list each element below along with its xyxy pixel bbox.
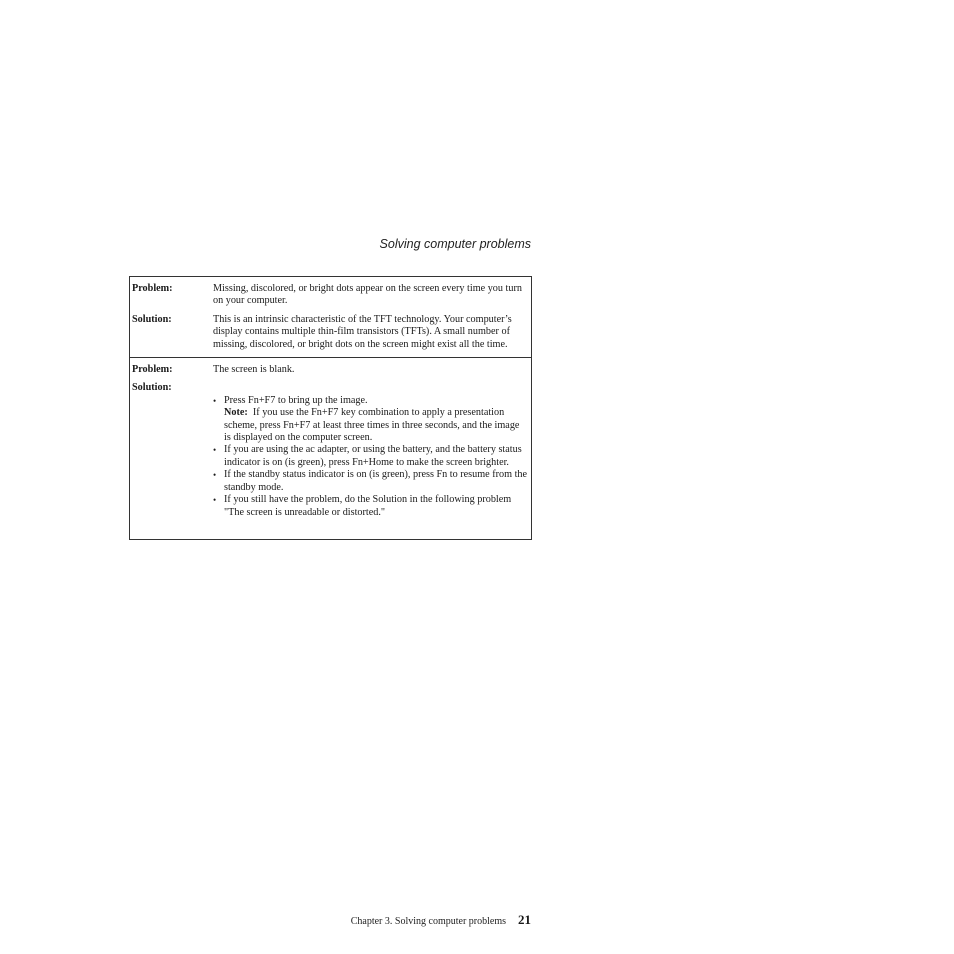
bullet-text: If you are using the ac adapter, or using the battery, and the battery status indicator is on (is green), press Fn+Home to make the screen brighter.: [224, 444, 522, 468]
solution-bullets-row: [132, 395, 527, 519]
solution-text: This is an intrinsic characteristic of the TFT technology. Your computer’s display contains multiple thin-film transistors (TFTs). A small number of missing, discolored, or bright dots on the screen might exist all the time.: [213, 313, 512, 350]
bullet-text: Press Fn+F7 to bring up the image.: [224, 394, 368, 406]
problem-text: The screen is blank.: [213, 364, 295, 376]
problem-text: Missing, discolored, or bright dots appear on the screen every time you turn on your computer.: [213, 283, 522, 307]
bullet-text: If you still have the problem, do the Solution in the following problem "The screen is unreadable or distorted.": [224, 494, 512, 518]
footer-chapter-title: Chapter 3. Solving computer problems: [350, 916, 506, 927]
solution-label-row: [132, 382, 527, 394]
list-item: [213, 444, 527, 469]
note-text: If you use the Fn+F7 key combination to apply a presentation scheme, press Fn+F7 at least three times in three seconds, and the image is displayed on the computer screen.: [224, 407, 520, 444]
running-header: Solving computer problems: [379, 237, 531, 251]
problem-row: [132, 364, 527, 376]
problem-label: Problem:: [132, 283, 173, 294]
problem-row: [132, 283, 527, 308]
solution-label: Solution:: [132, 382, 172, 394]
list-item: [213, 395, 527, 445]
problem-block-blank-screen: [130, 357, 531, 539]
solution-row: [132, 314, 527, 351]
solution-bullet-list: [213, 395, 527, 519]
page-number: 21: [518, 912, 531, 927]
list-item: [213, 494, 527, 519]
note-label: Note:: [224, 407, 248, 419]
problem-block-dots: [130, 277, 531, 357]
page-footer: [351, 912, 531, 928]
bullet-text: If the standby status indicator is on (is green), press Fn to resume from the standby mode.: [224, 469, 528, 493]
solution-label: Solution:: [132, 313, 172, 325]
list-item: [213, 469, 527, 494]
problem-label: Problem:: [132, 364, 173, 376]
problem-solution-table: [129, 276, 532, 540]
